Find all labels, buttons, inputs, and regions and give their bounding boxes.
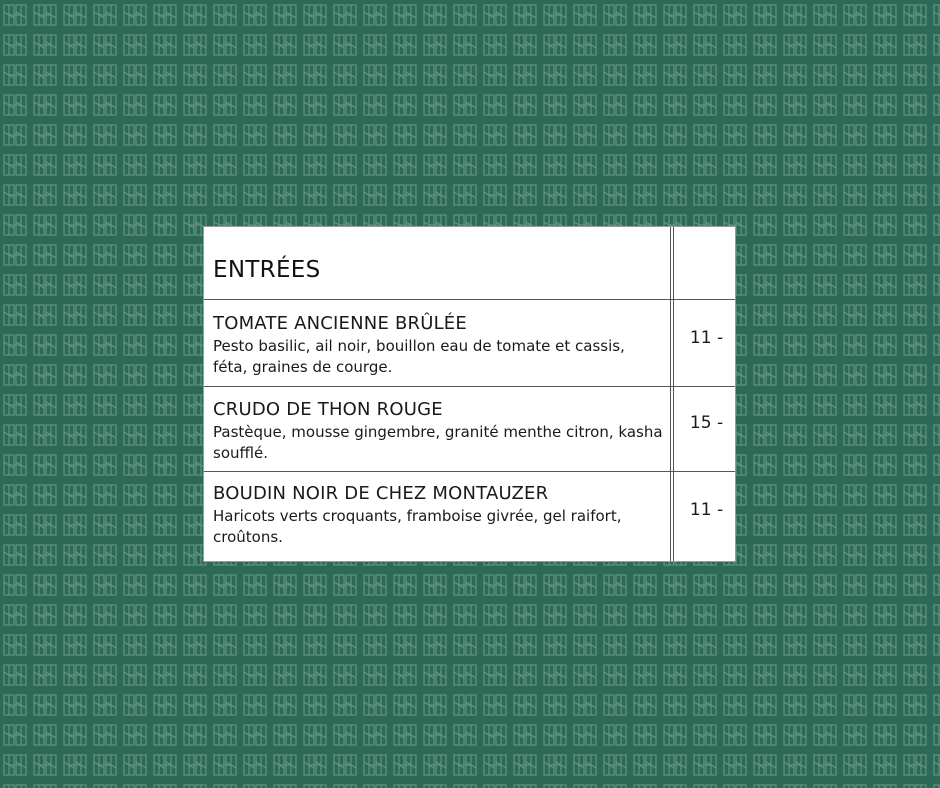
item-price: 11 - [689,328,724,348]
row-divider [204,471,735,472]
price-column-divider-inner [673,227,674,561]
row-divider [204,299,735,300]
section-title: ENTRÉES [213,257,321,283]
item-price: 15 - [689,413,724,433]
item-description: Haricots verts croquants, framboise givrée, gel raifort, croûtons. [213,507,622,546]
row-divider [204,386,735,387]
item-price: 11 - [689,500,724,520]
price-column-divider [670,227,671,561]
item-description: Pastèque, mousse gingembre, granité menthe citron, kasha soufflé. [213,423,663,462]
item-name: TOMATE ANCIENNE BRÛLÉE [213,313,467,334]
item-description: Pesto basilic, ail noir, bouillon eau de tomate et cassis, féta, graines de courge. [213,337,625,376]
menu-item [213,313,663,378]
menu-item [213,483,663,548]
menu-item [213,399,663,464]
item-name: BOUDIN NOIR DE CHEZ MONTAUZER [213,483,549,504]
menu-card [203,226,736,562]
item-name: CRUDO DE THON ROUGE [213,399,443,420]
